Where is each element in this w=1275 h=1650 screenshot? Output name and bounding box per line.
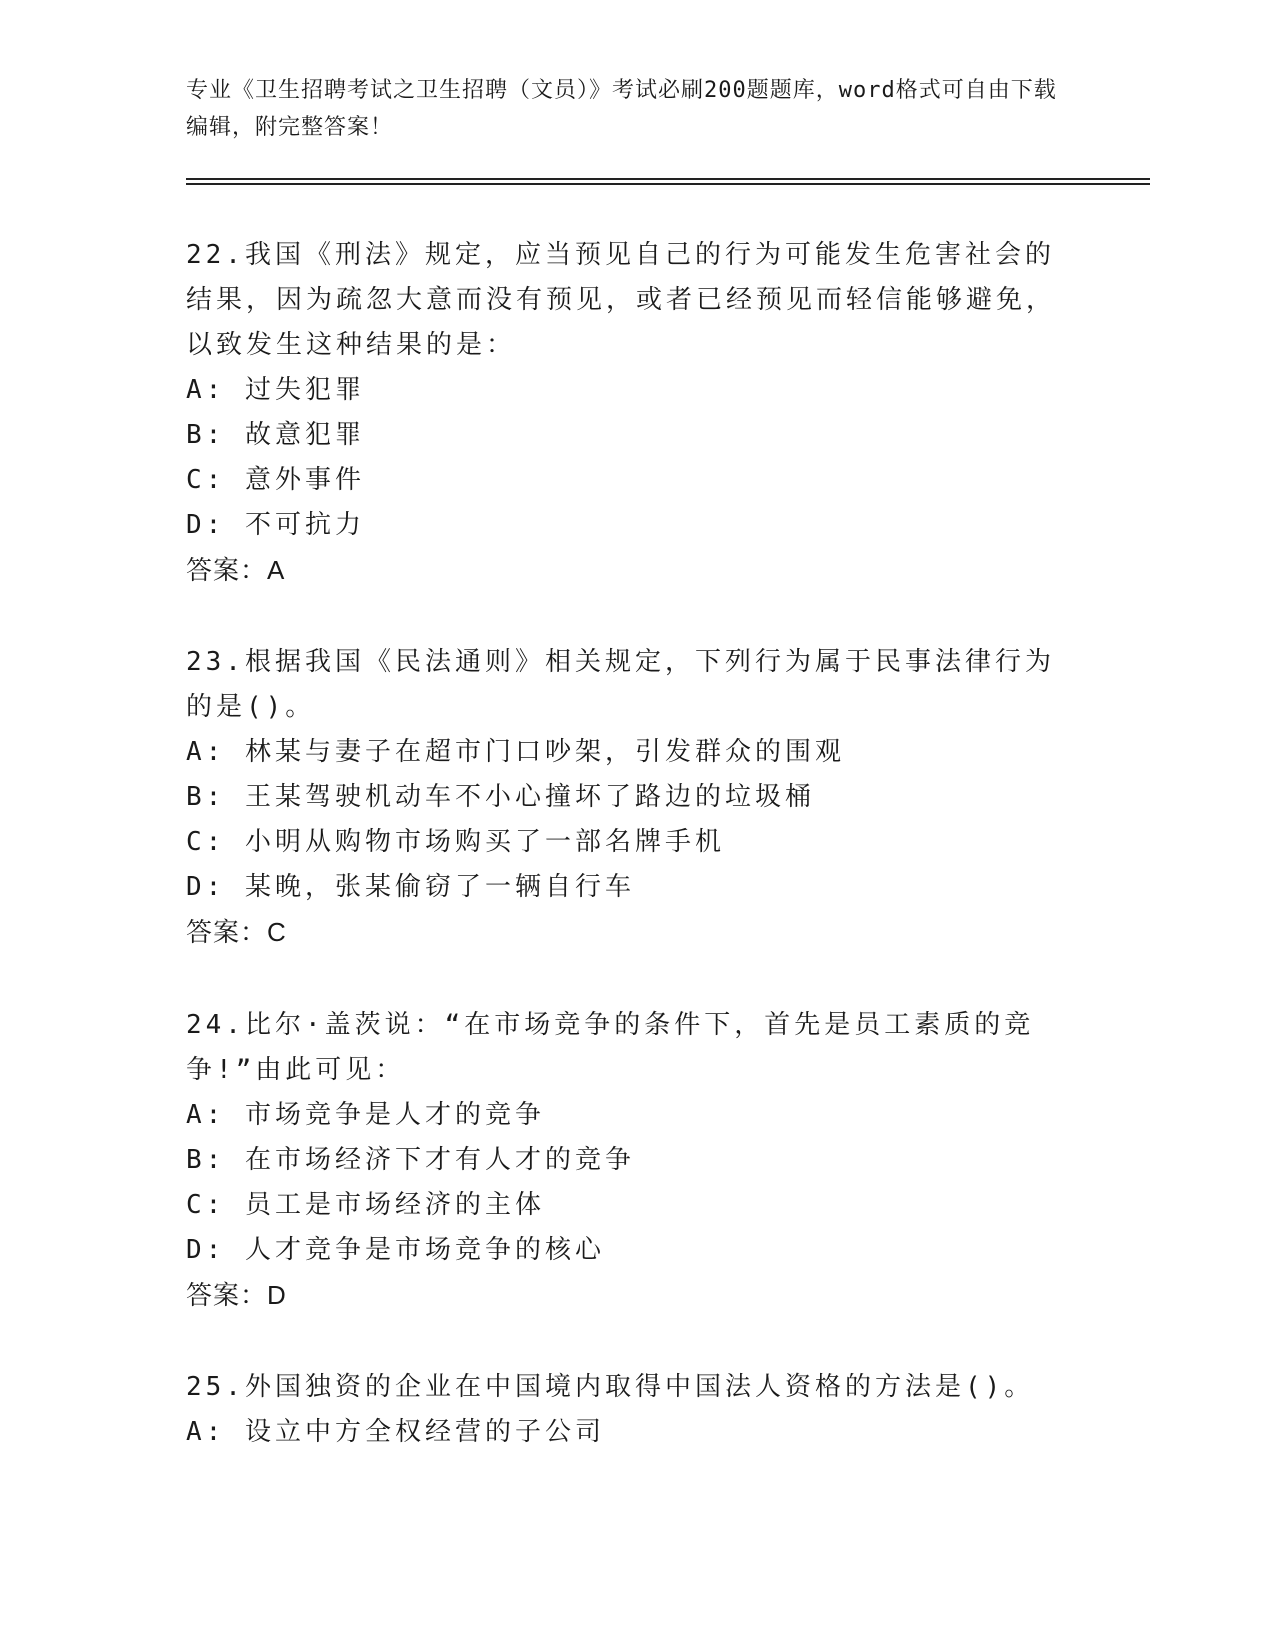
option-c: C: 员工是市场经济的主体 xyxy=(186,1190,545,1220)
question-24 xyxy=(186,1003,1076,1318)
question-stem: 25.外国独资的企业在中国境内取得中国法人资格的方法是()。 xyxy=(186,1372,1035,1402)
question-stem: 23.根据我国《民法通则》相关规定，下列行为属于民事法律行为的是()。 xyxy=(186,647,1055,722)
question-25 xyxy=(186,1365,1076,1455)
option-b: B: 在市场经济下才有人才的竞争 xyxy=(186,1145,635,1175)
answer: 答案：D xyxy=(186,1280,287,1310)
document-header: 专业《卫生招聘考试之卫生招聘（文员）》考试必刷200题题库，word格式可自由下载编辑，附完整答案！ xyxy=(186,78,1057,140)
option-c: C: 意外事件 xyxy=(186,465,365,495)
option-d: D: 不可抗力 xyxy=(186,510,365,540)
option-a: A: 设立中方全权经营的子公司 xyxy=(186,1417,605,1447)
question-stem: 22.我国《刑法》规定，应当预见自己的行为可能发生危害社会的结果，因为疏忽大意而没有预见，或者已经预见而轻信能够避免，以致发生这种结果的是： xyxy=(186,240,1057,360)
header-divider-bottom xyxy=(186,183,1150,185)
question-stem: 24.比尔·盖茨说：“在市场竞争的条件下，首先是员工素质的竞争!”由此可见： xyxy=(186,1010,1035,1085)
option-d: D: 人才竞争是市场竞争的核心 xyxy=(186,1235,605,1265)
option-a: A: 林某与妻子在超市门口吵架，引发群众的围观 xyxy=(186,737,845,767)
option-b: B: 王某驾驶机动车不小心撞坏了路边的垃圾桶 xyxy=(186,782,815,812)
answer: 答案：C xyxy=(186,917,287,947)
question-22 xyxy=(186,233,1076,593)
option-b: B: 故意犯罪 xyxy=(186,420,365,450)
question-23 xyxy=(186,640,1076,955)
answer: 答案：A xyxy=(186,555,286,585)
option-a: A: 过失犯罪 xyxy=(186,375,365,405)
option-c: C: 小明从购物市场购买了一部名牌手机 xyxy=(186,827,725,857)
option-d: D: 某晚，张某偷窃了一辆自行车 xyxy=(186,872,635,902)
header-divider-top xyxy=(186,178,1150,180)
option-a: A: 市场竞争是人才的竞争 xyxy=(186,1100,545,1130)
